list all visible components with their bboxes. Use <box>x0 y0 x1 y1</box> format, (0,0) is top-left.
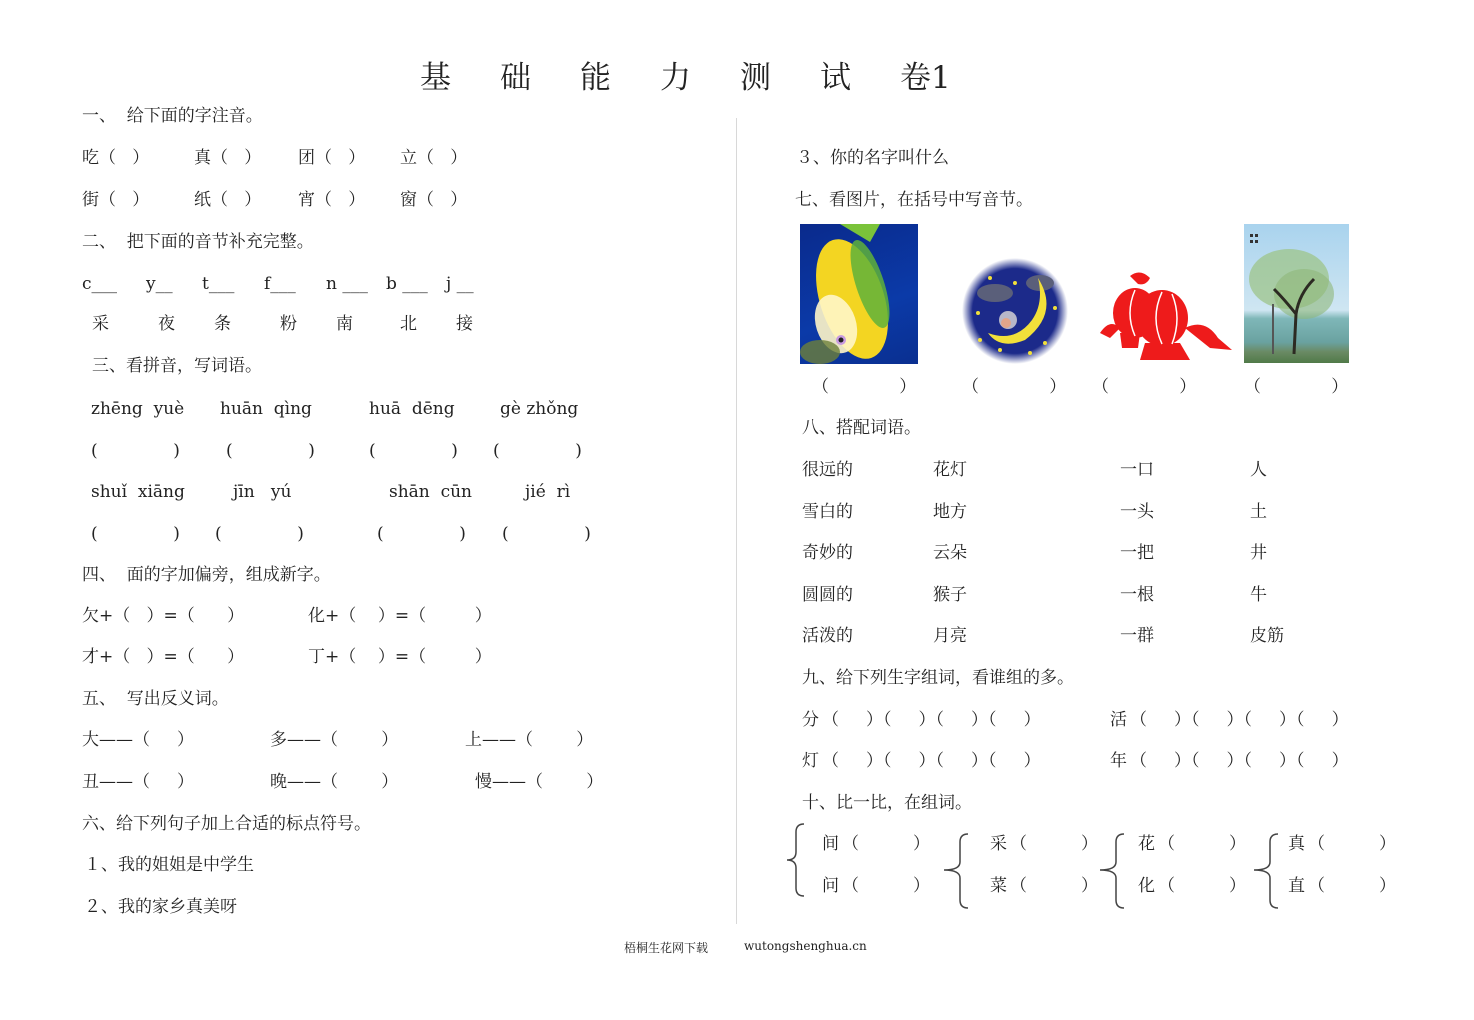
answer-blanks: （ ）（ ）（ ）（ ） <box>1130 751 1349 771</box>
answer-blank: ( ) <box>369 441 458 461</box>
section-heading: 四、 面的字加偏旁，组成新字。 <box>82 565 331 585</box>
match-word: 人 <box>1250 460 1267 480</box>
match-word: 奇妙的 <box>802 543 853 563</box>
pinyin: gè zhǒng <box>500 399 579 419</box>
hint-char: 北 <box>400 314 417 334</box>
char-item: 宵（ ） <box>298 190 366 210</box>
compare-char: 问 <box>822 876 839 896</box>
lantern-picture <box>1100 268 1232 364</box>
title-char: 试 <box>820 60 851 96</box>
syllable-blank: t___ <box>202 274 235 294</box>
footer-site-name: 梧桐生花网下载 <box>624 941 709 955</box>
match-word: 一群 <box>1120 626 1154 646</box>
compare-char: 采 <box>990 834 1007 854</box>
section-heading: 十、比一比，在组词。 <box>802 793 972 813</box>
answer-blank: ( ) <box>91 524 180 544</box>
curly-brace-icon <box>1096 832 1126 910</box>
char-item: 窗（ ） <box>400 190 468 210</box>
hint-char: 条 <box>214 314 231 334</box>
syllable-blank: n ___ <box>326 274 368 294</box>
section-heading: 一、 给下面的字注音。 <box>82 106 263 126</box>
antonym-item: 晚——（ ） <box>270 772 399 792</box>
moon-picture <box>960 258 1070 364</box>
match-word: 月亮 <box>933 626 967 646</box>
answer-blank: （ ） <box>812 377 917 397</box>
radical-item: 丁+（ ）=（ ） <box>308 647 492 667</box>
radical-item: 欠+（ ）=（ ） <box>82 606 245 626</box>
curly-brace-icon <box>784 822 806 898</box>
curly-brace-icon <box>940 832 970 910</box>
syllable-blank: b ___ <box>386 274 428 294</box>
word-char: 活 <box>1110 710 1127 730</box>
answer-blanks: （ ）（ ）（ ）（ ） <box>822 710 1041 730</box>
section-heading: 五、 写出反义词。 <box>82 689 229 709</box>
sentence: １、我的姐姐是中学生 <box>84 855 254 875</box>
word-char: 灯 <box>802 751 819 771</box>
curly-brace-icon <box>1250 832 1280 910</box>
footer-url[interactable]: wutongshenghua.cn <box>744 939 867 953</box>
answer-blank: （ ） <box>962 377 1067 397</box>
hint-char: 粉 <box>280 314 297 334</box>
antonym-item: 上——（ ） <box>465 730 594 750</box>
compare-char: 菜 <box>990 876 1007 896</box>
compare-char: 化 <box>1138 876 1155 896</box>
word-char: 年 <box>1110 751 1127 771</box>
answer-blank: ( ) <box>226 441 315 461</box>
section-heading: 六、给下列句子加上合适的标点符号。 <box>82 814 371 834</box>
pinyin: jīn yú <box>233 482 292 502</box>
answer-blank: （ ） <box>842 834 931 854</box>
section-heading: 八、搭配词语。 <box>802 418 921 438</box>
answer-blank: （ ） <box>842 876 931 896</box>
pinyin: huān qìng <box>220 399 312 419</box>
match-word: 雪白的 <box>802 502 853 522</box>
radical-item: 化+（ ）=（ ） <box>308 606 492 626</box>
syllable-blank: j __ <box>446 274 474 294</box>
match-word: 一把 <box>1120 543 1154 563</box>
match-word: 一根 <box>1120 585 1154 605</box>
answer-blank: ( ) <box>502 524 591 544</box>
match-word: 活泼的 <box>802 626 853 646</box>
antonym-item: 大——（ ） <box>82 730 195 750</box>
answer-blank: （ ） <box>1092 377 1197 397</box>
title-char: 卷1 <box>900 60 951 96</box>
title-char: 基 <box>420 60 451 96</box>
char-item: 吃（ ） <box>82 148 150 168</box>
char-item: 团（ ） <box>298 148 366 168</box>
match-word: 牛 <box>1250 585 1267 605</box>
pinyin: shuǐ xiāng <box>91 482 185 502</box>
answer-blank: （ ） <box>1158 834 1247 854</box>
hint-char: 采 <box>92 314 109 334</box>
match-word: 花灯 <box>933 460 967 480</box>
answer-blank: ( ) <box>215 524 304 544</box>
answer-blanks: （ ）（ ）（ ）（ ） <box>1130 710 1349 730</box>
compare-char: 花 <box>1138 834 1155 854</box>
hint-char: 南 <box>336 314 353 334</box>
pinyin: huā dēng <box>369 399 455 419</box>
match-word: 猴子 <box>933 585 967 605</box>
syllable-blank: c___ <box>82 274 118 294</box>
match-word: 土 <box>1250 502 1267 522</box>
sentence: ２、我的家乡真美呀 <box>84 897 237 917</box>
antonym-item: 多——（ ） <box>270 730 399 750</box>
syllable-blank: f___ <box>264 274 296 294</box>
match-word: 地方 <box>933 502 967 522</box>
radical-item: 才+（ ）=（ ） <box>82 647 245 667</box>
title-char: 础 <box>500 60 531 96</box>
fish-picture <box>800 224 918 364</box>
syllable-blank: y__ <box>146 274 173 294</box>
column-divider <box>736 118 737 924</box>
answer-blank: （ ） <box>1158 876 1247 896</box>
answer-blank: （ ） <box>1244 377 1349 397</box>
match-word: 井 <box>1250 543 1267 563</box>
hint-char: 夜 <box>158 314 175 334</box>
answer-blank: ( ) <box>377 524 466 544</box>
antonym-item: 丑——（ ） <box>82 772 195 792</box>
answer-blank: ( ) <box>493 441 582 461</box>
sentence: ３、你的名字叫什么 <box>796 148 949 168</box>
char-item: 立（ ） <box>400 148 468 168</box>
section-heading: 三、看拼音，写词语。 <box>92 356 262 376</box>
willow-tree-picture <box>1244 224 1349 363</box>
title-char: 能 <box>580 60 611 96</box>
answer-blanks: （ ）（ ）（ ）（ ） <box>822 751 1041 771</box>
hint-char: 接 <box>456 314 473 334</box>
section-heading: 二、 把下面的音节补充完整。 <box>82 232 314 252</box>
title-char: 测 <box>740 60 771 96</box>
answer-blank: （ ） <box>1308 834 1397 854</box>
match-word: 云朵 <box>933 543 967 563</box>
pinyin: jié rì <box>525 482 571 502</box>
match-word: 一口 <box>1120 460 1154 480</box>
compare-char: 真 <box>1288 834 1305 854</box>
answer-blank: （ ） <box>1308 876 1397 896</box>
answer-blank: ( ) <box>91 441 180 461</box>
word-char: 分 <box>802 710 819 730</box>
compare-char: 间 <box>822 834 839 854</box>
section-heading: 九、给下列生字组词，看谁组的多。 <box>802 668 1074 688</box>
char-item: 真（ ） <box>194 148 262 168</box>
compare-char: 直 <box>1288 876 1305 896</box>
answer-blank: （ ） <box>1010 876 1099 896</box>
pinyin: shān cūn <box>389 482 472 502</box>
answer-blank: （ ） <box>1010 834 1099 854</box>
title-char: 力 <box>660 60 691 96</box>
char-item: 纸（ ） <box>194 190 262 210</box>
match-word: 皮筋 <box>1250 626 1284 646</box>
antonym-item: 慢——（ ） <box>475 772 604 792</box>
match-word: 圆圆的 <box>802 585 853 605</box>
match-word: 一头 <box>1120 502 1154 522</box>
section-heading: 七、看图片，在括号中写音节。 <box>795 190 1033 210</box>
match-word: 很远的 <box>802 460 853 480</box>
pinyin: zhēng yuè <box>91 399 185 419</box>
char-item: 街（ ） <box>82 190 150 210</box>
